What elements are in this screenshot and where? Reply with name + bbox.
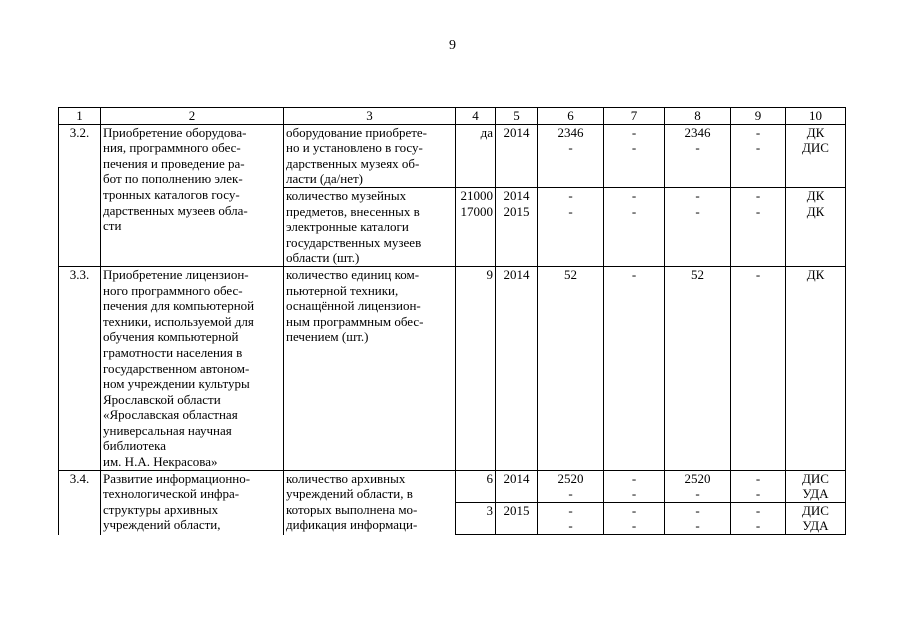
- cell-line: области (шт.): [286, 250, 360, 266]
- indicator-cell: [284, 124, 456, 187]
- col10-cell: [786, 502, 846, 534]
- value-cell: [456, 266, 496, 470]
- cell-line: -: [755, 187, 761, 203]
- table-row: [59, 470, 846, 502]
- header-cell: 2: [101, 108, 284, 125]
- cell-line: дификация информаци-: [286, 517, 418, 533]
- header-cell: 3: [284, 108, 456, 125]
- year-cell: [496, 502, 538, 534]
- col8-cell: [665, 470, 731, 502]
- cell-line: ДИС: [802, 140, 829, 156]
- cell-line: технологической инфра-: [103, 486, 240, 502]
- cell-line: универсальная научная: [103, 422, 232, 438]
- value-cell: [456, 470, 496, 502]
- item-name-cell: [101, 266, 284, 470]
- cell-line: ДК: [806, 187, 825, 203]
- cell-line: -: [755, 502, 761, 518]
- cell-line: дарственных музеев обла-: [103, 202, 248, 218]
- cell-line: -: [631, 124, 637, 140]
- header-cell: 7: [604, 108, 665, 125]
- indicator-cell: [284, 266, 456, 470]
- cell-line: -: [695, 502, 700, 518]
- header-row: [59, 108, 846, 125]
- table-row: [59, 124, 846, 187]
- cell-line: электронные каталоги: [286, 219, 409, 235]
- cell-line: государственном автоном-: [103, 360, 250, 376]
- cell-line: -: [695, 140, 700, 156]
- cell-line: техники, используемой для: [103, 313, 254, 329]
- cell-line: сти: [103, 218, 122, 234]
- cell-line: ния, программного обес-: [103, 140, 241, 156]
- cell-line: -: [695, 187, 700, 203]
- col6-cell: [538, 470, 604, 502]
- year-cell: [496, 187, 538, 266]
- cell-line: Приобретение оборудова-: [103, 124, 247, 140]
- cell-line: бот по пополнению элек-: [103, 171, 243, 187]
- item-number-cell: [59, 124, 101, 266]
- col10-cell: [786, 266, 846, 470]
- col8-cell: [665, 266, 731, 470]
- table-row: [59, 266, 846, 470]
- cell-line: оснащённой лицензион-: [286, 298, 421, 314]
- cell-line: структуры архивных: [103, 501, 219, 517]
- cell-line: УДА: [802, 518, 829, 534]
- cell-line: но и установлено в госу-: [286, 140, 423, 156]
- col9-cell: [731, 266, 786, 470]
- cell-line: -: [631, 470, 637, 486]
- program-table: [58, 107, 846, 535]
- cell-line: печения и проведение ра-: [103, 155, 245, 171]
- cell-line: 2014: [503, 124, 530, 140]
- year-cell: [496, 266, 538, 470]
- cell-line: «Ярославская областная: [103, 407, 238, 423]
- cell-line: ным программным обес-: [286, 313, 424, 329]
- cell-line: 17000: [460, 203, 493, 219]
- cell-line: -: [568, 486, 573, 502]
- col7-cell: [604, 124, 665, 187]
- cell-line: ДИС: [802, 470, 829, 486]
- cell-line: 2520: [684, 470, 711, 486]
- cell-line: оборудование приобрете-: [286, 124, 427, 140]
- col6-cell: [538, 187, 604, 266]
- cell-line: государственных музеев: [286, 234, 422, 250]
- indicator-cell: [284, 187, 456, 266]
- cell-line: -: [631, 486, 637, 502]
- cell-line: -: [695, 486, 700, 502]
- cell-line: -: [631, 502, 637, 518]
- cell-line: 3: [486, 502, 493, 518]
- item-name-cell: [101, 124, 284, 266]
- header-cell: 6: [538, 108, 604, 125]
- cell-line: ДК: [806, 203, 825, 219]
- year-cell: [496, 124, 538, 187]
- header-cell: 5: [496, 108, 538, 125]
- cell-line: которых выполнена мо-: [286, 501, 418, 517]
- cell-line: -: [755, 203, 761, 219]
- cell-line: 52: [691, 266, 704, 282]
- cell-line: -: [568, 140, 573, 156]
- cell-line: тронных каталогов госу-: [103, 186, 240, 202]
- col10-cell: [786, 470, 846, 502]
- cell-line: 3.4.: [69, 470, 90, 486]
- cell-line: 2015: [503, 203, 530, 219]
- cell-line: ДК: [806, 266, 825, 282]
- cell-line: -: [755, 266, 761, 282]
- cell-line: количество архивных: [286, 470, 406, 486]
- col7-cell: [604, 470, 665, 502]
- cell-line: грамотности населения в: [103, 344, 243, 360]
- header-cell: 10: [786, 108, 846, 125]
- page-number: 9: [449, 38, 456, 53]
- header-cell: 8: [665, 108, 731, 125]
- cell-line: -: [568, 518, 573, 534]
- cell-line: Ярославской области: [103, 391, 221, 407]
- value-cell: [456, 124, 496, 187]
- value-cell: [456, 502, 496, 534]
- header-cell: 9: [731, 108, 786, 125]
- col7-cell: [604, 187, 665, 266]
- col9-cell: [731, 187, 786, 266]
- col6-cell: [538, 502, 604, 534]
- cell-line: учреждений области,: [103, 517, 221, 533]
- cell-line: количество музейных: [286, 187, 407, 203]
- cell-line: 2346: [684, 124, 711, 140]
- cell-line: -: [631, 203, 637, 219]
- col6-cell: [538, 124, 604, 187]
- cell-line: -: [568, 502, 573, 518]
- year-cell: [496, 470, 538, 502]
- item-name-cell: [101, 470, 284, 534]
- col10-cell: [786, 187, 846, 266]
- cell-line: -: [631, 518, 637, 534]
- cell-line: ласти (да/нет): [286, 171, 363, 187]
- col7-cell: [604, 502, 665, 534]
- header-cell: 4: [456, 108, 496, 125]
- cell-line: пьютерной техники,: [286, 282, 399, 298]
- item-number-cell: [59, 470, 101, 534]
- item-number-cell: [59, 266, 101, 470]
- cell-line: дарственных музеях об-: [286, 155, 420, 171]
- cell-line: учреждений области, в: [286, 486, 413, 502]
- cell-line: им. Н.А. Некрасова»: [103, 454, 218, 470]
- cell-line: 2014: [503, 187, 530, 203]
- cell-line: 9: [486, 266, 493, 282]
- col7-cell: [604, 266, 665, 470]
- value-cell: [456, 187, 496, 266]
- header-cell: 1: [59, 108, 101, 125]
- cell-line: -: [755, 470, 761, 486]
- cell-line: 2346: [557, 124, 584, 140]
- cell-line: -: [755, 140, 761, 156]
- col8-cell: [665, 124, 731, 187]
- cell-line: ном учреждении культуры: [103, 376, 250, 392]
- cell-line: 6: [486, 470, 493, 486]
- cell-line: 2015: [503, 502, 530, 518]
- cell-line: -: [631, 266, 637, 282]
- col8-cell: [665, 502, 731, 534]
- cell-line: обучения компьютерной: [103, 329, 239, 345]
- cell-line: да: [480, 124, 493, 140]
- cell-line: ного программного обес-: [103, 282, 243, 298]
- col9-cell: [731, 470, 786, 502]
- cell-line: -: [568, 187, 573, 203]
- cell-line: Приобретение лицензион-: [103, 266, 249, 282]
- cell-line: -: [631, 187, 637, 203]
- cell-line: ДИС: [802, 502, 829, 518]
- col8-cell: [665, 187, 731, 266]
- cell-line: -: [755, 486, 761, 502]
- col9-cell: [731, 502, 786, 534]
- cell-line: -: [695, 203, 700, 219]
- indicator-cell: [284, 470, 456, 534]
- cell-line: Развитие информационно-: [103, 470, 251, 486]
- cell-line: -: [755, 124, 761, 140]
- cell-line: печения для компьютерной: [103, 298, 255, 314]
- cell-line: 2520: [557, 470, 584, 486]
- cell-line: 3.2.: [69, 124, 90, 140]
- cell-line: 2014: [503, 266, 530, 282]
- cell-line: 52: [564, 266, 577, 282]
- cell-line: предметов, внесенных в: [286, 203, 420, 219]
- col9-cell: [731, 124, 786, 187]
- cell-line: 2014: [503, 470, 530, 486]
- cell-line: библиотека: [103, 438, 166, 454]
- cell-line: количество единиц ком-: [286, 266, 420, 282]
- cell-line: -: [755, 518, 761, 534]
- cell-line: ДК: [806, 124, 825, 140]
- col6-cell: [538, 266, 604, 470]
- cell-line: -: [568, 203, 573, 219]
- cell-line: печением (шт.): [286, 329, 369, 345]
- cell-line: -: [631, 140, 637, 156]
- col10-cell: [786, 124, 846, 187]
- cell-line: -: [695, 518, 700, 534]
- cell-line: УДА: [802, 486, 829, 502]
- cell-line: 3.3.: [69, 266, 90, 282]
- cell-line: 21000: [460, 187, 493, 203]
